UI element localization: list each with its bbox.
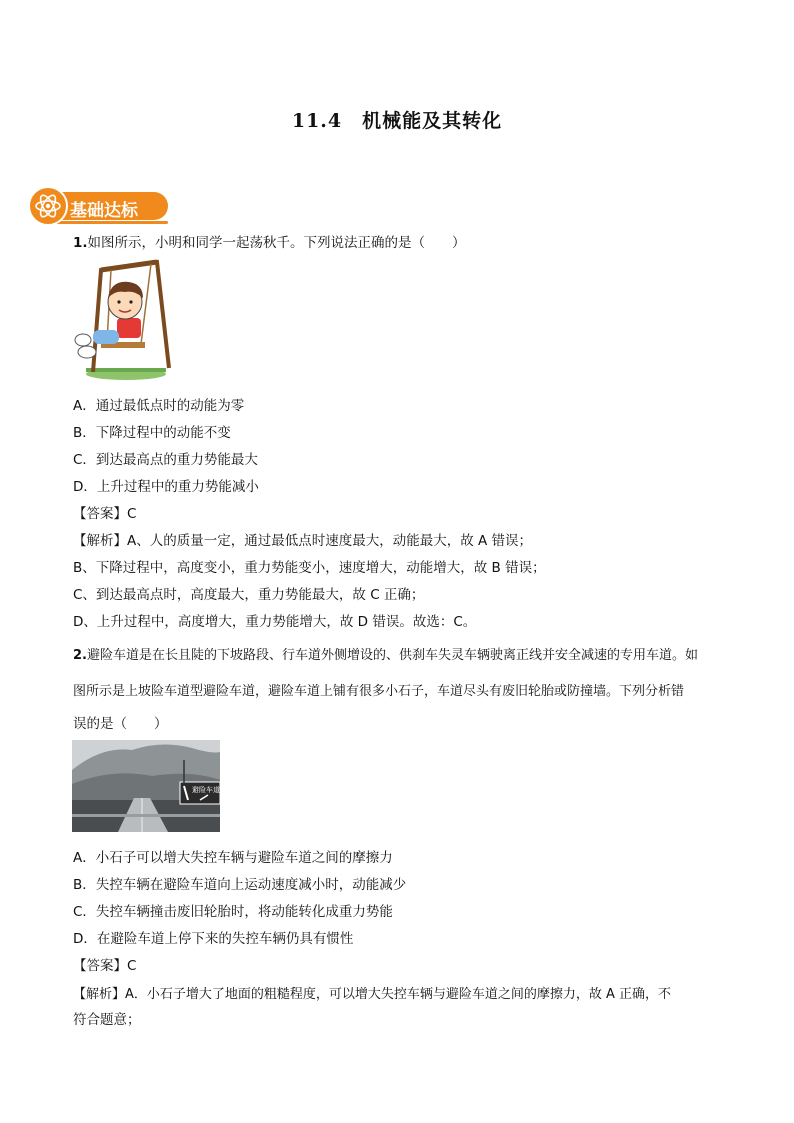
q2-option-b: B．失控车辆在避险车道向上运动速度减小时，动能减少 xyxy=(73,877,407,893)
q2-option-d: D．在避险车道上停下来的失控车辆仍具有惯性 xyxy=(73,931,354,947)
q2-stem-line-2: 图所示是上坡险车道型避险车道，避险车道上铺有很多小石子，车道尽头有废旧轮胎或防撞墙。下列分析错 xyxy=(73,684,685,699)
q1-option-a: A．通过最低点时的动能为零 xyxy=(73,398,245,414)
q2-analysis-2: 符合题意； xyxy=(73,1012,141,1028)
page-title: 11.4 机械能及其转化 xyxy=(291,110,503,132)
q2-answer: 【答案】C xyxy=(73,958,137,974)
q1-answer: 【答案】C xyxy=(73,506,137,522)
q2-analysis-1: 【解析】A．小石子增大了地面的粗糙程度，可以增大失控车辆与避险车道之间的摩擦力，故 A 正确，不 xyxy=(73,987,672,1002)
q1-stem xyxy=(73,231,466,251)
q2-option-c: C．失控车辆撞击废旧轮胎时，将动能转化成重力势能 xyxy=(73,904,393,920)
q1-analysis-2: B、下降过程中，高度变小，重力势能变小，速度增大，动能增大，故 B 错误； xyxy=(73,560,546,576)
q2-option-a: A．小石子可以增大失控车辆与避险车道之间的摩擦力 xyxy=(73,850,393,866)
q2-stem-text-1: 避险车道是在长且陡的下坡路段、行车道外侧增设的、供刹车失灵车辆驶离正线并安全减速的专用车道。如 xyxy=(86,648,698,663)
q1-analysis-3: C、到达最高点时，高度最大，重力势能最大，故 C 正确； xyxy=(73,587,425,603)
sign-text: 避险车道 xyxy=(192,786,220,794)
atom-icon xyxy=(28,186,68,226)
q2-stem-line-3: 误的是（ ） xyxy=(73,716,168,732)
q2-stem-line-1 xyxy=(73,644,698,663)
q1-stem-text: 如图所示，小明和同学一起荡秋千。下列说法正确的是（ ） xyxy=(87,235,466,251)
section-label: 基础达标 xyxy=(70,201,138,221)
q1-analysis-1: 【解析】A、人的质量一定，通过最低点时速度最大，动能最大，故 A 错误； xyxy=(73,533,533,549)
swing-illustration xyxy=(71,256,175,380)
section-banner xyxy=(28,186,168,226)
q1-option-d: D．上升过程中的重力势能减小 xyxy=(73,479,259,495)
q1-option-c: C．到达最高点的重力势能最大 xyxy=(73,452,258,468)
q1-option-b: B．下降过程中的动能不变 xyxy=(73,425,231,441)
runaway-lane-photo xyxy=(72,740,220,832)
q1-number: 1. xyxy=(73,235,88,251)
q2-number: 2. xyxy=(73,648,87,663)
q1-analysis-4: D、上升过程中，高度增大，重力势能增大，故 D 错误。故选：C。 xyxy=(73,614,477,630)
